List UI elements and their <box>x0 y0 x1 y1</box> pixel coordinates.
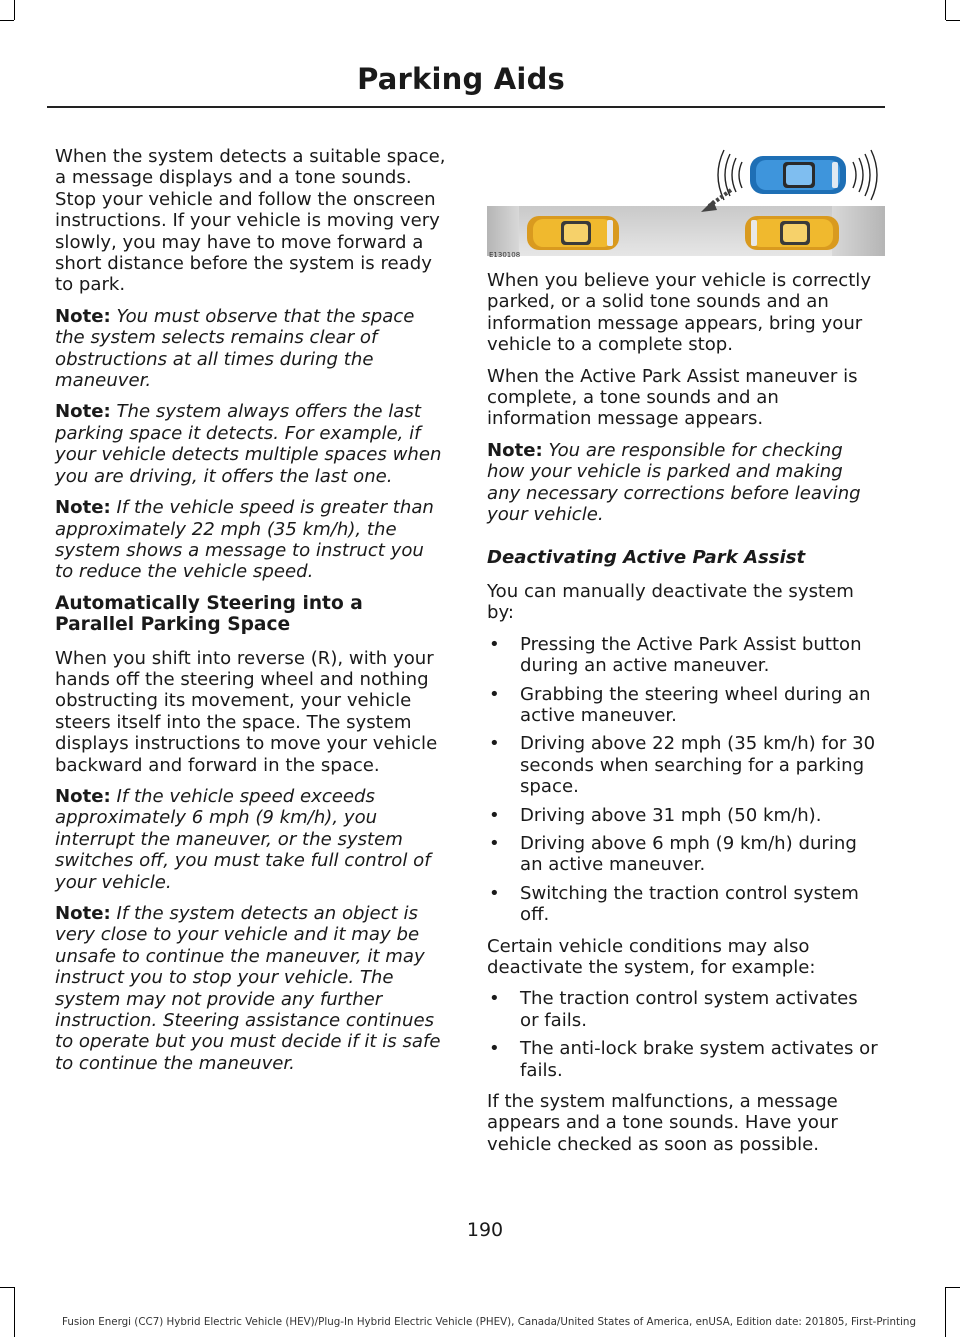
note <box>55 497 447 583</box>
list-item: • Driving above 31 mph (50 km/h). <box>489 804 822 826</box>
moving-car <box>750 156 846 194</box>
body-paragraph: You can manually deactivate the system by: <box>487 580 854 624</box>
note-label: Note: <box>487 439 543 461</box>
list-item: • Driving above 22 mph (35 km/h) for 30 seconds when searching for a parking space. <box>489 733 876 798</box>
figure-id: E130108 <box>489 251 521 258</box>
condition-list <box>487 988 880 1081</box>
parked-car-right <box>745 216 839 250</box>
note-text: If the vehicle speed is greater than approximately 22 mph (35 km/h), the system shows a message to instruct you to reduce the vehicle speed. <box>55 497 434 583</box>
crop-mark <box>946 20 960 21</box>
list-item: • The traction control system activates or fails. <box>489 988 858 1031</box>
bullet: • <box>489 804 500 826</box>
list-item: • The anti-lock brake system activates or fails. <box>489 1038 878 1081</box>
body-paragraph: If the system malfunctions, a message appears and a tone sounds. Have your vehicle checked as soon as possible. <box>487 1091 838 1155</box>
left-column <box>55 146 447 1084</box>
note <box>55 903 447 1074</box>
crop-mark <box>0 20 14 21</box>
note-text: You are responsible for checking how your vehicle is parked and making any necessary corrections before leaving your vehicle. <box>487 439 861 526</box>
note-text: The system always offers the last parking space it detects. For example, if your vehicle detects multiple spaces when you are driving, it offers the last one. <box>55 401 442 487</box>
crop-mark <box>946 1287 960 1288</box>
footer-text: Fusion Energi (CC7) Hybrid Electric Vehicle (HEV)/Plug-In Hybrid Electric Vehicle (PHEV), Canada/United States of America, enUSA, Edition date: 201805, First-Printing <box>62 1316 916 1328</box>
deactivation-list <box>487 634 880 926</box>
parking-illustration <box>487 144 885 258</box>
note-label: Note: <box>55 497 111 519</box>
bullet: • <box>489 882 500 904</box>
note <box>55 306 447 392</box>
bullet: • <box>489 832 500 854</box>
bullet: • <box>489 633 500 655</box>
note-text: If the system detects an object is very close to your vehicle and it may be unsafe to continue the maneuver, it may instruct you to stop your vehicle. The system may not provide any further instruction. Steering assistance continues to operate but you must decide if it is safe to continue the maneuver. <box>55 903 441 1074</box>
crop-mark <box>945 1287 946 1337</box>
crop-mark <box>14 1287 15 1337</box>
note <box>487 440 880 526</box>
section-heading: Automatically Steering into a Parallel Parking Space <box>55 592 363 636</box>
body-paragraph: Certain vehicle conditions may also deactivate the system, for example: <box>487 935 816 978</box>
bullet: • <box>489 1038 500 1060</box>
list-item: • Pressing the Active Park Assist button during an active maneuver. <box>489 633 862 677</box>
bullet: • <box>489 733 500 755</box>
section-heading: Deactivating Active Park Assist <box>487 547 806 569</box>
note-label: Note: <box>55 785 111 807</box>
list-item: • Grabbing the steering wheel during an active maneuver. <box>489 683 871 726</box>
note <box>55 786 447 893</box>
list-item: • Switching the traction control system off. <box>489 882 859 926</box>
page-number: 190 <box>466 1219 504 1241</box>
note-text: If the vehicle speed exceeds approximately 6 mph (9 km/h), you interrupt the maneuver, or the system switches off, you must take full control of your vehicle. <box>55 785 431 893</box>
note <box>55 401 447 487</box>
body-paragraph: When the Active Park Assist maneuver is complete, a tone sounds and an information message appears. <box>487 365 858 430</box>
crop-mark <box>14 0 15 20</box>
note-label: Note: <box>55 401 111 423</box>
body-paragraph: When you shift into reverse (R), with your hands off the steering wheel and nothing obstructing its movement, your vehicle steers itself into the space. The system displays instructions to move your vehicle backward and forward in the space. <box>55 647 438 776</box>
note-label: Note: <box>55 903 111 924</box>
bullet: • <box>489 683 500 705</box>
crop-mark <box>945 0 946 20</box>
body-paragraph: When you believe your vehicle is correctly parked, or a solid tone sounds and an information message appears, bring your vehicle to a complete stop. <box>487 270 872 356</box>
note-label: Note: <box>55 305 111 327</box>
right-column <box>487 270 880 1165</box>
list-item: • Driving above 6 mph (9 km/h) during an active maneuver. <box>489 832 857 876</box>
note-text: You must observe that the space the system selects remains clear of obstructions at all times during the maneuver. <box>55 305 415 392</box>
bullet: • <box>489 988 500 1010</box>
parked-car-left <box>527 216 619 250</box>
header-rule <box>47 106 885 108</box>
page-title: Parking Aids <box>357 62 565 96</box>
intro-paragraph: When the system detects a suitable space, a message displays and a tone sounds. Stop your vehicle and follow the onscreen instructions. If your vehicle is moving very slowly, you may have to move forward a short distance before the system is ready to park. <box>55 146 446 296</box>
crop-mark <box>0 1287 14 1288</box>
